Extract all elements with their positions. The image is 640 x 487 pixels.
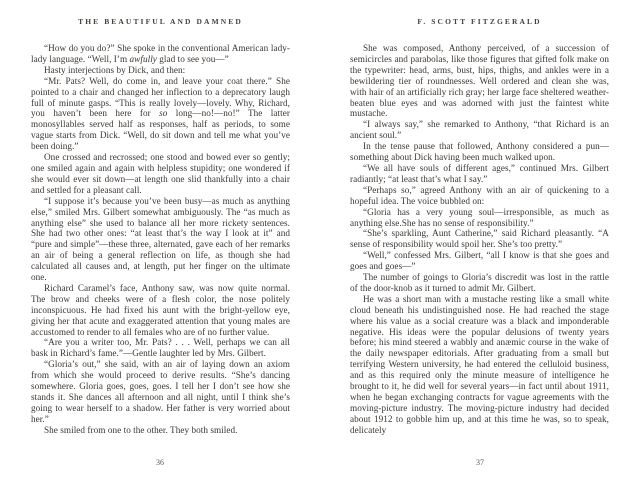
paragraph [31, 283, 290, 338]
body-text: “Are you a writer too, Mr. Pats? . . . Well, perhaps we can all bask in Richard’s fame.”—Gentle laughter led by Mrs. Gilbert. [31, 337, 290, 359]
paragraph [350, 119, 609, 141]
paragraph [31, 337, 290, 359]
body-text: The number of goings to Gloria’s discredit was lost in the rattle of the door-knob as it turned to admit Mr. Gilbert. [350, 272, 609, 293]
paragraph [350, 294, 609, 436]
paragraph [31, 65, 290, 76]
page-number-right: 37 [476, 458, 484, 467]
paragraph [31, 76, 290, 152]
body-text: She smiled from one to the other. They both smiled. [44, 424, 238, 435]
body-text: “Gloria’s out,” she said, with an air of laying down an axiom from which she would proceed to derive results. “She’s dancing somewhere. Gloria goes, goes, goes. I tell her I don’t see how she stands it. She dances all afternoon and all night, until I think she’s going to wear herself to a shadow. Her father is very worried about her.” [31, 359, 290, 424]
right-page [320, 0, 640, 487]
right-page-text [350, 43, 609, 436]
running-head-right: F. SCOTT FITZGERALD [417, 17, 542, 26]
body-text: “She’s sparkling, Aunt Catherine,” said Richard pleasantly. “A sense of responsibility would spoil her. She’s too pretty.” [350, 228, 609, 250]
paragraph [350, 272, 609, 294]
body-text: glad to see you—” [156, 53, 229, 64]
body-text: In the tense pause that followed, Anthony considered a pun—something about Dick having been much walked upon. [350, 141, 609, 163]
paragraph [31, 425, 290, 436]
body-text: “Perhaps so,” agreed Anthony with an air of quickening to a hopeful idea. The voice bubbled on: [350, 184, 609, 206]
body-text: She was composed, Anthony perceived, of a succession of semicircles and parabolas, like those figures that gifted folk make on the typewriter: head, arms, bust, hips, thighs, and ankles were in a bewildering tier of roundnesses. Well ordered and clean she was, with hair of an artificially rich gray; her large face sheltered weather-beaten blue eyes and was adorned with just the faintest white mustache. [350, 43, 609, 119]
body-text: “We all have souls of different ages,” continued Mrs. Gilbert radiantly; “at least that’s what I say.” [350, 162, 609, 184]
left-page-text [31, 43, 290, 436]
body-text: “Gloria has a very young soul—irresponsible, as much as anything else.She has no sense of responsibility.” [350, 206, 609, 228]
italic-text: awfully [129, 53, 157, 64]
body-text: Hasty interjections by Dick, and then: [44, 64, 186, 75]
paragraph [350, 163, 609, 185]
body-text: “How do you do?” She spoke in the conventional American lady-lady language. “Well, I’m [31, 43, 290, 64]
paragraph [350, 207, 609, 229]
running-head-left: THE BEAUTIFUL AND DAMNED [78, 17, 243, 26]
body-text: One crossed and recrossed; one stood and bowed ever so gently; one smiled again and again with helpless stupidity; one wondered if she would ever sit down—at length one slid thankfully into a chair and settled for a pleasant call. [31, 152, 290, 195]
paragraph [31, 196, 290, 283]
paragraph [31, 359, 290, 424]
body-text: He was a short man with a mustache resting like a small white cloud beneath his undistinguished nose. He had reached the stage where his value as a social creature was a black and imponderable negative. His ideas were the popular delusions of twenty years before; his mind steered a wabbly and anæmic course in the wake of the daily newspaper editorials. After graduating from a small but terrifying Western university, he had entered the celluloid business, and as this required only the minute measure of intelligence he brought to it, he did well for several years—in fact until about 1911, when he began exchanging contracts for vague agreements with the moving-picture industry. The moving-picture industry had decided about 1912 to gobble him up, and at this time he was, so to speak, delicately [350, 293, 609, 435]
paragraph [350, 228, 609, 250]
body-text: Richard Caramel’s face, Anthony saw, was now quite normal. The brow and cheeks were of a flesh color, the nose politely inconspicuous. He had fixed his aunt with the bright-yellow eye, giving her that acute and exaggerated attention that young males are accustomed to render to all females who are of no further value. [31, 282, 290, 337]
paragraph [350, 250, 609, 272]
body-text: “I always say,” she remarked to Anthony, “that Richard is an ancient soul.” [350, 119, 609, 141]
paragraph [31, 152, 290, 196]
italic-text: so [159, 108, 168, 119]
body-text: long—no!—no!” The latter monosyllables served half as responses, half as periods, to some vague starts from Dick. “Well, do sit down and tell me what you’ve been doing.” [31, 108, 290, 152]
body-text: “Mr. Pats? Well, do come in, and leave your coat there.” She pointed to a chair and changed her inflection to a deprecatory laugh full of minute gasps. “This is really lovely—lovely. Why, Richard, you haven’t been here for [31, 75, 290, 119]
paragraph [350, 185, 609, 207]
paragraph [350, 141, 609, 163]
body-text: “Well,” confessed Mrs. Gilbert, “all I know is that she goes and goes and goes—” [350, 250, 609, 272]
page-number-left: 36 [156, 458, 164, 467]
paragraph [350, 43, 609, 119]
paragraph [31, 43, 290, 65]
body-text: “I suppose it’s because you’ve been busy—as much as anything else,” smiled Mrs. Gilbert somewhat ambiguously. The “as much as anything else” she used to balance all her more rickety sentences. She had two other ones: “at least that’s the way I look at it” and “pure and simple”—these three, alternated, gave each of her remarks an air of being a general reflection on life, as though she had calculated all causes and, at length, put her finger on the ultimate one. [31, 195, 290, 283]
